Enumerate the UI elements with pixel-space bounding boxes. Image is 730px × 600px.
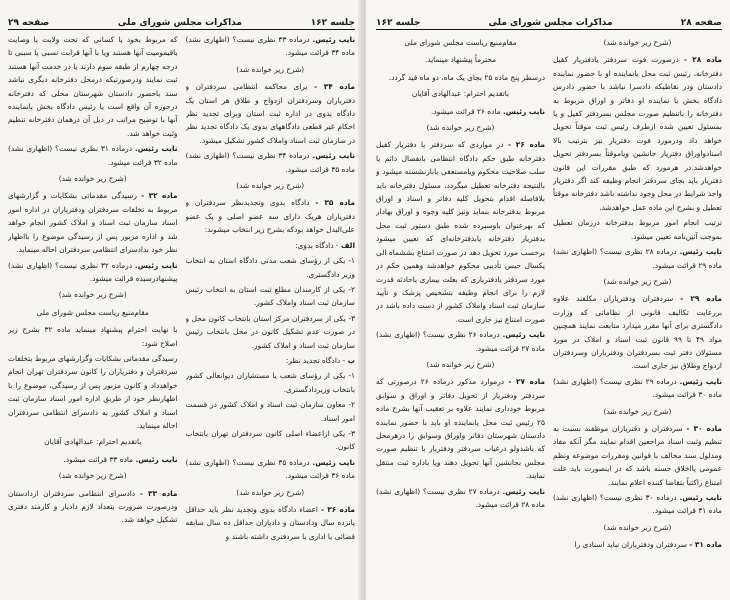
paragraph-text: درماده ۳۳ نظری نیست؟ (اظهاری نشد) ماده ۳۴ قرائت میشود. <box>185 35 355 58</box>
article-paragraph <box>553 491 722 518</box>
section-note <box>8 469 178 482</box>
paragraph-text: درماده ۲۸ نظری نیست؟ (اظهاری نشد) ماده ۲۹ قرائت میشود. <box>553 247 722 270</box>
paragraph-text: درموارد مذکور درماده ۲۶ درصورتی که سردفتر ودفتریار از تحویل دفاتر و اوراق و سوابق مربوط خودداری نمایند علاوه بر تعقیب آنها بشرح ماده ۲۵ رئیس ثبت محل یانماینده او باید با حضور نماینده دادستان شهرستان دفاتر واوراق وسوابق را درهرمحل که باشدولو درغیاب سردفتر ودفتریار با تنظیم صورت مجلس بجانشین آنها تحویل دهند ویا باداره ثبت منتقل نمایند. <box>376 377 545 481</box>
text-columns <box>8 33 355 598</box>
text-column <box>376 33 545 598</box>
article-paragraph <box>553 538 722 551</box>
article-paragraph <box>8 453 178 466</box>
paragraph-text: (شرح زیر خوانده شد) <box>603 276 672 286</box>
article-paragraph <box>186 354 356 367</box>
paragraph <box>186 312 356 352</box>
section-note <box>553 405 722 418</box>
article-paragraph <box>376 328 545 355</box>
paragraph <box>553 216 722 243</box>
paragraph-text: ۱- یکی از رؤسای شعب یا مستشاران دیوانعالی کشور بانتخاب وزیردادگستری. <box>185 371 355 394</box>
article-paragraph <box>186 196 356 236</box>
paragraph-text: (شرح زیر خوانده شد) <box>603 522 672 532</box>
section-note <box>376 53 545 66</box>
paragraph-text: درصورت فوت سردفتر یادفتریار کفیل دفترخانه، رئیس ثبت محل یانماینده او با حضور نماینده دادستان ودر نقاطیکه دادسرا نباشد با حضور دادرس دادگاه بخش یا نماینده او دفاتر و اوراق مربوط به دفترخانه را باتنظیم صورت مجلس بسردفتر کفیل و یا بمسئول تعیین شده ازطرف رئیس ثبت موقتاً تحویل خواهد داد ودرمورد فوت دفتریار نیز بترتیب بالا اسنادواوراق دفتریار جانشین ویاموقتاً بسردفتر تحویل خواهدشد.در هرمورد که طبق مقررات این قانون دفتریار باید بجای سردفتر انجام وظیفه کند اگر دفتریار واجد شرایط در محل وجود نداشته باشد دفترخانه موقتاً تعطیل و بشرح این ماده عمل خواهدشد. <box>553 55 722 212</box>
publication-title: مذاکرات مجلس شورای ملی <box>488 18 613 28</box>
paragraph-text: - دادگاه بدوی: <box>295 240 341 250</box>
section-note <box>8 172 178 185</box>
section-note <box>8 306 178 319</box>
paragraph-text: (شرح زیر خوانده شد) <box>603 38 672 47</box>
paragraph <box>8 33 178 140</box>
paragraph-text: دادسرای انتظامی سردفتران ازدادستان ودرصورت ضرورت بتعداد لازم دادیار و کارمند دفتری تشکیل خواهد شد. <box>8 488 178 525</box>
paragraph-text: درماده ۳۲ نظری نیست؟ (اظهاری نشد) پیشنهادرسیده قرائت میشود. <box>8 260 178 283</box>
paragraph-text: باتقدیم احترام: عبدالهادی آقایان <box>44 437 142 447</box>
paragraph-text: در مواردی که سردفتر یا دفتریار کفیل دفترخانه طبق حکم دادگاه انتظامی بانفصال دائم یا سلب صلاحیت محکوم ویامستعفی یابازنشسته میشود و بالنتیجه دفترخانه تعطیل میگردد، مسئول دفترخانه باید بلافاصله اقدام بتحویل کلیه دفاتر و اسناد و اوراق مربوط بدفترخانه بنماید ونیز کلیه وجوه و اوراق بهادار که بهرعنوان باوسپرده شده طبق دستور ثبت محل بدفتریار دفترخانه یابدفترخانه‌ای که تعیین میشود برحسب مورد تحویل دهد در صورت امتناع بششماه الی یکسال حبس تأدیبی محکوم خواهدشد وهمین حکم در مورد سردفتر یادفتریاری که بعلت بیماری یاحادثه قدرت لازم را برای انجام وظیفه بتشخیص پزشک و تأیید سازمان ثبت اسناد واملاک کشور از دست داده باشد در صورت امتناع نیز جاری است. <box>376 140 545 324</box>
section-note <box>186 63 356 76</box>
paragraph <box>8 352 178 432</box>
paragraph-text: مقام‌منیع ریاست مجلس شورای ملی <box>36 307 149 317</box>
paragraph-lead: نایب رئیس. <box>679 247 722 257</box>
section-note <box>186 486 356 499</box>
paragraph-text: (شرح زیر خوانده شد) <box>58 290 127 300</box>
page-right <box>366 0 730 600</box>
paragraph-text: سردفتران ودفتریاران نباید اسنادی را <box>574 540 690 550</box>
paragraph-text: رسیدگی مقدماتی بشکایات وگزارشهای مربوط بتخلفات سردفتران و دفتریاران را کانون سردفتران تهران انجام خواهدداد و کانون مزبور پس از رسیدگی، موضوع را با اظهارنظر خود از طریق اداره امور اسناد سازمان ثبت اسناد و املاک کشور به دادسرای انتظامی سردفتران احاله مینماید. <box>8 353 178 430</box>
paragraph-lead: نایب رئیس. <box>679 376 722 386</box>
paragraph-text: درماده ۲۶ نظری نیست؟ (اظهاری نشد) ماده ۲۷ قرائت میشود. <box>376 330 545 353</box>
section-note <box>553 521 722 534</box>
article-paragraph <box>553 245 722 272</box>
article-paragraph <box>186 33 356 60</box>
paragraph-text: محترماً پیشنهاد مینماید. <box>424 55 497 65</box>
paragraph-lead: ماده ۳۳ - <box>139 488 178 498</box>
section-note <box>8 435 178 448</box>
paragraph <box>186 427 356 454</box>
article-paragraph <box>553 53 722 214</box>
paragraph-lead: ماده ۳۵ - <box>315 198 355 208</box>
article-paragraph <box>553 292 722 372</box>
text-column <box>553 33 722 598</box>
publication-title: مذاکرات مجلس شورای ملی <box>117 18 242 28</box>
paragraph-lead: ماده ۳۲ - <box>141 191 178 201</box>
paragraph-text: (شرح زیر خوانده شد) <box>236 181 305 191</box>
paragraph-text: (شرح زیر خوانده شد) <box>58 471 127 481</box>
paragraph <box>186 369 356 396</box>
paragraph-text: - دادگاه تجدید نظر: <box>285 355 348 365</box>
paragraph <box>186 398 356 425</box>
paragraph-text: درماده ۲۷ نظری نیست؟ (اظهاری نشد) ماده ۲۸ قرائت میشود. <box>376 486 545 509</box>
page-number: صفحه ۲۸ <box>680 18 722 28</box>
paragraph-lead: نایب رئیس. <box>679 493 722 502</box>
paragraph-text: دادگاه بدوی وتجدیدنظر سردفتران و دفتریاران هریک دارای سه عضو اصلی و یک عضو علی‌البدل خواهد بودکه بشرح زیر انتخاب میشوند: <box>185 198 355 235</box>
paragraph-lead: الف <box>340 240 355 250</box>
paragraph-text: (شرح زیر خوانده شد) <box>603 406 672 416</box>
paragraph-lead: ماده ۳۰ - <box>686 423 722 433</box>
paragraph-lead: نایب رئیس. <box>135 454 178 464</box>
page-left <box>0 0 362 600</box>
section-note <box>376 121 545 134</box>
paragraph-text: سردفتران ودفتریاران مکلفند علاوه بررعایت تکالیف قانونی از نظاماتی که وزارت دادگستری برای آنها مقرر میدارد متابعت نمایند همچنین مواد ۴۹ تا ۹۹ قانون ثبت اسناد و املاک در مورد مسئولان دفتر ثبت بسردفتران ودفتریاران وسردفتران ازدواج وطلاق نیز جاری است. <box>553 294 722 371</box>
section-note <box>553 275 722 288</box>
article-paragraph <box>186 80 356 147</box>
paragraph-lead: ماده ۲۸ - <box>683 55 722 65</box>
session-number: جلسه ۱۶۲ <box>376 18 421 28</box>
paragraph-text: که مربوط بخود یا کسانی که تحت ولایت یا وصایت یاقیمومیت آنها هستند ویا با آنها قرابت نسبی یا سببی تا درجه چهارم از طبقه سوم دارند یا در خدمت آنها هستند ثبت نمایند ودرصورتیکه درمحل دفترخانه دیگری نباشد سند باحضور دادستان شهرستان محلی که دفترخانه درحوزه آن واقع است یا رئیس دادگاه بخش یانماینده آنها با توضیح مراتب در ذیل آن درهمان دفترخانه تنظیم وثبت خواهد شد. <box>8 35 178 138</box>
article-paragraph <box>8 189 178 256</box>
paragraph-text: رسیدگی مقدماتی بشکایات و گزارشهای مربوط به تخلفات سردفتران ودفتریاران در اداره امور اسناد سازمان ثبت اسناد و املاک کشور انجام خواهد شد و اداره مزبور پس از رسیدگی موضوع را بااظهار نظر خود بدادسرای انتظامی سردفتران احاله مینماید. <box>8 191 178 255</box>
paragraph-text: (شرح زیر خوانده شد) <box>426 359 495 369</box>
paragraph-lead: نایب رئیس. <box>502 486 545 496</box>
text-column <box>186 33 356 598</box>
paragraph-text: اعضاء دادگاه بدوی وتجدید نظر باید حداقل پانزده سال ودادستان و دادیاران حداقل ده سال سابقه قضائی یا اداری یا سردفتری داشته باشند و <box>185 505 355 541</box>
article-paragraph <box>553 422 722 489</box>
paragraph-text: ترتیب انجام امور مربوط بدفترخانه درزمان تعطیل بموجب آئین‌نامه تعیین میشود. <box>553 218 722 241</box>
text-column <box>8 33 178 598</box>
paragraph-text: مقام‌منیع ریاست مجلس شورای ملی <box>404 38 517 47</box>
article-paragraph <box>376 105 545 118</box>
paragraph-text: (شرح زیر خوانده شد) <box>58 174 127 184</box>
text-columns <box>376 33 722 598</box>
section-note <box>376 36 545 49</box>
paragraph-text: ۳- یکی ازاعضاء اصلی کانون سردفتران تهران بانتخاب کانون. <box>185 428 355 452</box>
article-paragraph <box>8 487 178 527</box>
paragraph-text: ماده ۳۳ قرائت میشود. <box>63 454 136 464</box>
paragraph-text: درماده ۳۰ نظری نیست؟ (اظهاری نشد) ماده ۳۱ قرائت میشود. <box>553 493 722 516</box>
article-paragraph <box>186 149 356 176</box>
paragraph-lead: نایب رئیس. <box>502 106 545 116</box>
paragraph-text: باتقدیم احترام: عبدالهادی آقایان <box>411 89 510 99</box>
article-paragraph <box>553 375 722 402</box>
article-paragraph <box>376 375 545 482</box>
article-paragraph <box>8 259 178 286</box>
section-note <box>553 36 722 49</box>
paragraph-lead: ماده ۲۶ - <box>507 140 545 150</box>
paragraph-lead: ماده ۲۷ - <box>508 377 545 387</box>
paragraph-text: درماده ۳۱ نظری نیست؟ (اظهاری نشد) ماده ۳۲ قرائت میشود. <box>8 144 178 167</box>
paragraph <box>186 254 356 281</box>
paragraph-text: درماده ۳۵ نظری نیست؟ (اظهاری نشد) ماده ۳۶ قرائت میشود. <box>185 457 355 481</box>
paragraph-text: ۳- یکی از سردفتران مرکز استان بانتخاب کانون محل و در صورت عدم تشکیل کانون در محل بانتخاب رئیس سازمان ثبت اسناد و املاک کشور. <box>185 313 355 350</box>
article-paragraph <box>186 239 356 252</box>
paragraph <box>8 323 178 350</box>
paragraph-lead: ماده ۳۴ - <box>313 82 355 92</box>
page-header <box>376 12 722 30</box>
paragraph-text: با نهایت احترام پیشنهاد مینماید ماده ۳۲ بشرح زیر اصلاح شود: <box>8 325 178 348</box>
paragraph-text: (شرح زیر خوانده شد) <box>426 123 495 133</box>
paragraph-text: برای محاکمه انتظامی سردفتران و دفتریاران وسردفتران ازدواج و طلاق هر استان یک دادگاه بدوی در اداره ثبت استان وبرای تجدید نظر احکام غیر قطعی دادگاههای بدوی یک دادگاه تجدید نظر در سازمان ثبت اسناد واملاک کشور تشکیل میشود. <box>185 82 355 145</box>
paragraph-text: ماده ۲۶ قرائت میشود. <box>431 106 503 116</box>
paragraph-text: درماده ۲۹ نظری نیست؟ (اظهاری نشد) ماده ۳۰ قرائت میشود. <box>553 376 722 400</box>
paragraph-lead: نایب رئیس. <box>312 35 355 44</box>
paragraph <box>376 71 545 84</box>
paragraph-text: ۲- یکی از کارمندان مطلع ثبت استان به انتخاب رئیس سازمان ثبت اسناد واملاک کشور. <box>185 284 355 308</box>
article-paragraph <box>186 456 356 483</box>
paragraph-lead: نایب رئیس. <box>502 330 545 340</box>
section-note <box>8 288 178 301</box>
paragraph-lead: ماده ۳۶ - <box>320 505 355 514</box>
session-number: جلسه ۱۶۲ <box>310 18 355 28</box>
article-paragraph <box>376 485 545 512</box>
paragraph-lead: ب <box>347 355 355 365</box>
article-paragraph <box>186 503 356 543</box>
paragraph <box>186 283 356 310</box>
section-note <box>376 87 545 100</box>
paragraph-lead: نایب رئیس. <box>134 144 178 154</box>
paragraph-text: درماده ۳۴ نظری نیست؟ (اظهاری نشد) ماده ۳۵ قرائت میشود. <box>185 151 355 174</box>
article-paragraph <box>8 142 178 169</box>
paragraph-lead: ماده ۲۹ - <box>680 294 722 304</box>
page-header <box>8 12 355 30</box>
section-note <box>186 179 356 192</box>
paragraph-lead: نایب رئیس. <box>312 457 355 467</box>
section-note <box>376 358 545 371</box>
paragraph-text: درسطر پنج ماده ۲۵ بجای یک ماه، دو ماه قید گردد. <box>388 72 545 82</box>
article-paragraph <box>376 138 545 326</box>
paragraph-lead: نایب رئیس. <box>312 151 355 161</box>
page-number: صفحه ۲۹ <box>8 18 50 28</box>
paragraph-lead: ماده ۳۱ - <box>689 540 722 550</box>
paragraph-text: ۱- یکی از رؤسای شعب مدنی دادگاه استان به انتخاب وزیر دادگستری. <box>185 256 355 279</box>
paragraph-lead: نایب رئیس. <box>134 260 178 270</box>
paragraph-text: ۲- معاون سازمان ثبت اسناد و املاک کشور در قسمت امور اسناد. <box>185 400 355 423</box>
paragraph-text: (شرح زیر خوانده شد) <box>236 487 305 497</box>
paragraph-text: (شرح زیر خوانده شد) <box>236 64 305 74</box>
paragraph-text: سردفتران و دفتریاران موظفند نسبت به تنظیم وثبت اسناد مراجعین اقدام نمایند مگر آنکه مفاد ومدلول سند مخالف با قوانین ومقررات موضوعه ونظم عمومی یااخلاق حسنه باشد که در اینصورت باید علت امتناع راکتباً بتقاضا کننده اعلام نمایند. <box>553 423 722 487</box>
